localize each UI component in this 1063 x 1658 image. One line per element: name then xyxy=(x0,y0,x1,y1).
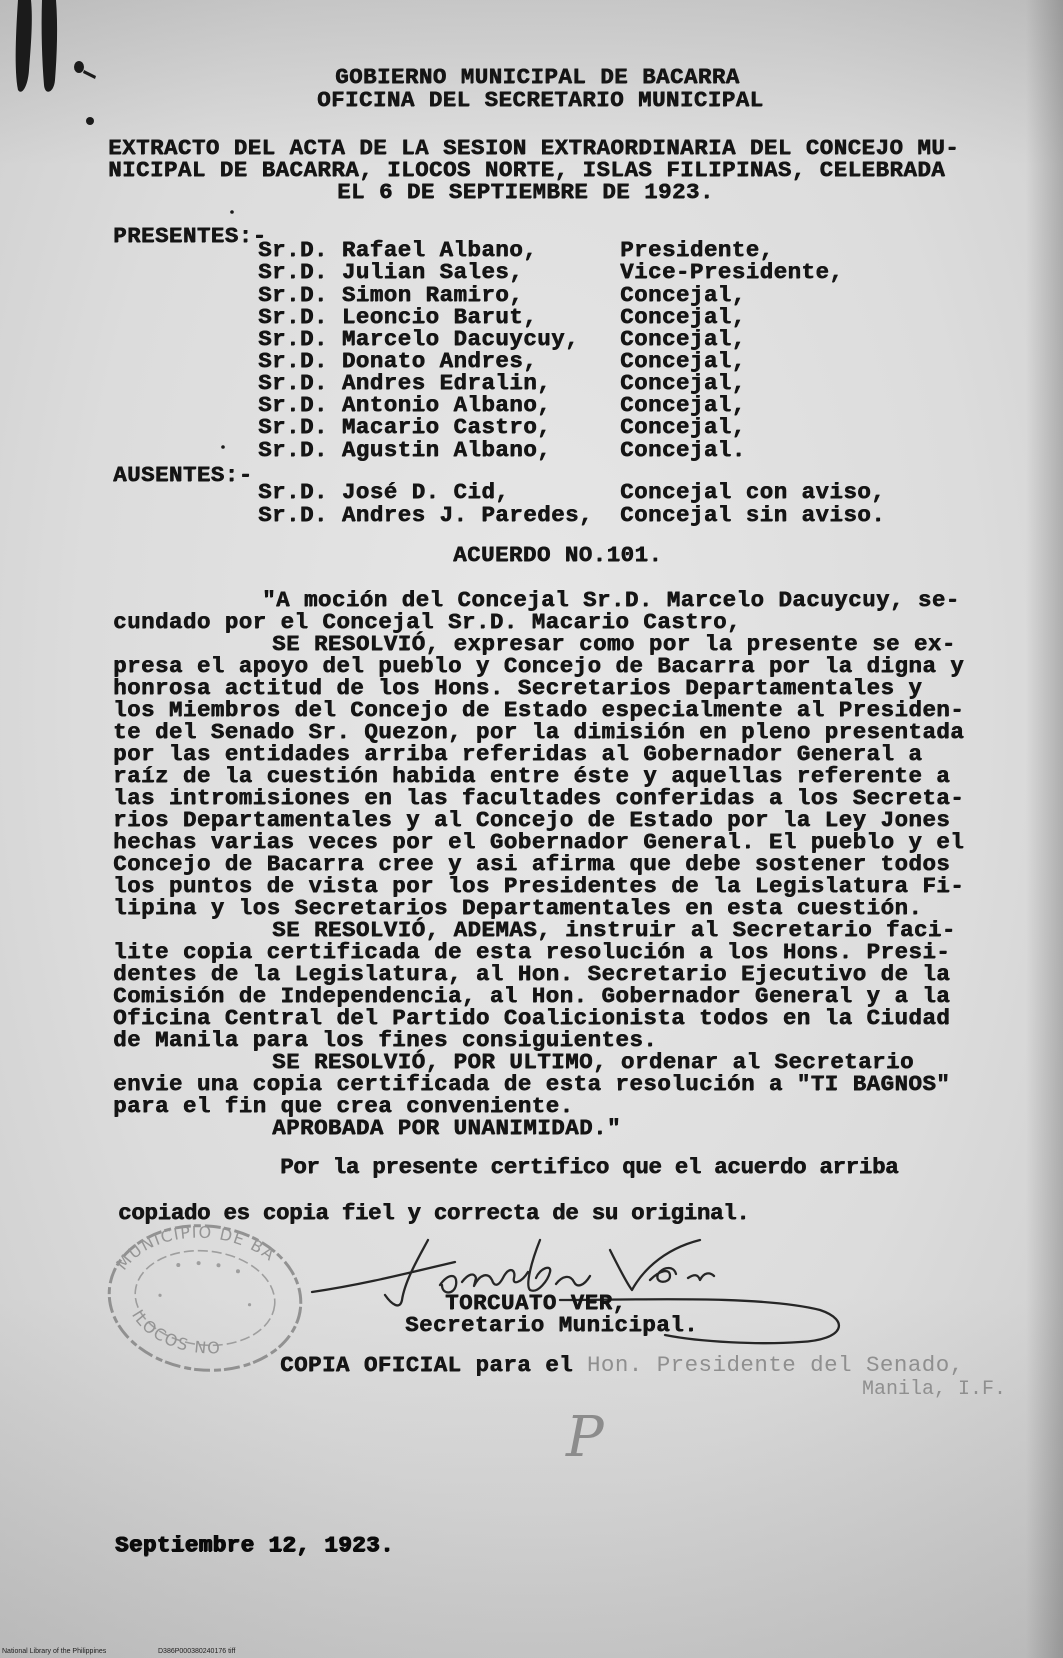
member-name: Sr.D. Donato Andres, xyxy=(258,348,538,374)
municipal-stamp xyxy=(102,1213,308,1379)
header-office: OFICINA DEL SECRETARIO MUNICIPAL xyxy=(317,87,764,113)
header-government: GOBIERNO MUNICIPAL DE BACARRA xyxy=(335,64,740,90)
resolution-line: APROBADA POR UNANIMIDAD." xyxy=(272,1115,621,1141)
resolution-line: cundado por el Concejal Sr.D. Macario Castro, xyxy=(113,609,741,635)
resolution-line: hechas varias veces por el Gobernador General. El pueblo y el xyxy=(113,829,965,855)
member-name: Sr.D. Agustin Albano, xyxy=(258,437,551,463)
official-copy-line xyxy=(280,1354,964,1376)
present-label: PRESENTES:- xyxy=(113,223,267,249)
scan-artifact-blob xyxy=(42,0,57,92)
member-role: Concejal, xyxy=(620,282,746,308)
scan-artifact-mark xyxy=(83,70,96,79)
resolution-line: las intromisiones en las facultades conferidas a los Secreta- xyxy=(113,785,965,811)
resolution-line: Oficina Central del Partido Coalicionista todos en la Ciudad xyxy=(113,1005,951,1031)
document-date: Septiembre 12, 1923. xyxy=(115,1532,395,1558)
member-role: Presidente, xyxy=(620,237,774,263)
footer-library: National Library of the Philippines xyxy=(2,1648,107,1655)
resolution-line: los Miembros del Concejo de Estado especialmente al Presiden- xyxy=(113,697,965,723)
resolution-line: dentes de la Legislatura, al Hon. Secretario Ejecutivo de la xyxy=(113,961,951,987)
resolution-line: te del Senado Sr. Quezon, por la dimisión en pleno presentada xyxy=(113,719,965,745)
resolution-line: "A moción del Concejal Sr.D. Marcelo Dacuycuy, se- xyxy=(262,587,960,613)
member-role: Concejal con aviso, xyxy=(620,479,886,505)
resolution-line: honrosa actitud de los Hons. Secretarios Departamentales y xyxy=(113,675,923,701)
certification-line: copiado es copia fiel y correcta de su original. xyxy=(118,1200,750,1226)
member-role: Concejal. xyxy=(620,437,746,463)
handwritten-mark: P xyxy=(566,1405,604,1470)
resolution-line: raíz de la cuestión habida entre éste y aquellas referente a xyxy=(113,763,951,789)
scan-artifact-dot xyxy=(86,117,94,125)
member-role: Concejal, xyxy=(620,304,746,330)
member-name: Sr.D. José D. Cid, xyxy=(258,479,510,505)
resolution-line: los puntos de vista por los Presidentes de la Legislatura Fi- xyxy=(113,873,965,899)
member-name: Sr.D. Andres Edralin, xyxy=(258,370,551,396)
member-name: Sr.D. Rafael Albano, xyxy=(258,237,538,263)
member-name: Sr.D. Andres J. Paredes, xyxy=(258,502,593,528)
signatory-name: TORCUATO VER, xyxy=(445,1290,627,1316)
resolution-line: lite copia certificada de esta resolución a los Hons. Presi- xyxy=(113,939,951,965)
resolution-line: lipina y los Secretarios Departamentales en esta cuestión. xyxy=(113,895,923,921)
member-role: Vice-Presidente, xyxy=(620,259,844,285)
resolution-line: de Manila para los fines consiguientes. xyxy=(113,1027,658,1053)
stamp-bottom-text xyxy=(125,1305,226,1359)
stamp-bottom-textpath: ILOCOS NO xyxy=(128,1306,222,1358)
footer-file-id: D386P000380240176 tiff xyxy=(158,1648,236,1655)
stamp-top-textpath: MUNICIPIO DE BA xyxy=(112,1222,280,1274)
official-copy-recipient: Hon. Presidente del Senado, xyxy=(586,1352,964,1378)
member-name: Sr.D. Macario Castro, xyxy=(258,414,551,440)
member-name: Sr.D. Antonio Albano, xyxy=(258,392,551,418)
resolution-title: ACUERDO NO.101. xyxy=(453,542,663,568)
member-role: Concejal, xyxy=(620,370,746,396)
member-role: Concejal, xyxy=(620,348,746,374)
resolution-line: SE RESOLVIÓ, POR ULTIMO, ordenar al Secretario xyxy=(272,1049,914,1075)
official-copy-prefix: COPIA OFICIAL para el xyxy=(280,1352,573,1378)
signature-stroke xyxy=(312,1240,455,1305)
title-line: EXTRACTO DEL ACTA DE LA SESION EXTRAORDINARIA DEL CONCEJO MU- xyxy=(108,135,960,161)
resolution-line: para el fin que crea conveniente. xyxy=(113,1093,574,1119)
title-line: EL 6 DE SEPTIEMBRE DE 1923. xyxy=(337,179,714,205)
resolution-line: Comisión de Independencia, al Hon. Gobernador General y a la xyxy=(113,983,951,1009)
member-role: Concejal, xyxy=(620,392,746,418)
absent-label: AUSENTES:- xyxy=(113,462,253,488)
member-name: Sr.D. Simon Ramiro, xyxy=(258,282,524,308)
signature-stroke xyxy=(610,1240,714,1290)
official-copy-location: Manila, I.F. xyxy=(862,1378,1007,1401)
resolution-line: presa el apoyo del pueblo y Concejo de Bacarra por la digna y xyxy=(113,653,965,679)
member-role: Concejal, xyxy=(620,326,746,352)
resolution-line: por las entidades arriba referidas al Gobernador General a xyxy=(113,741,923,767)
member-name: Sr.D. Leoncio Barut, xyxy=(258,304,538,330)
member-role: Concejal, xyxy=(620,414,746,440)
certification-line: Por la presente certifico que el acuerdo arriba xyxy=(280,1154,899,1180)
member-name: Sr.D. Marcelo Dacuycuy, xyxy=(258,326,579,352)
resolution-line: SE RESOLVIÓ, ADEMAS, instruir al Secretario faci- xyxy=(272,917,956,943)
scan-artifact-dot xyxy=(74,61,84,73)
signature-stroke xyxy=(440,1240,590,1293)
resolution-line: envie una copia certificada de esta resolución a "TI BAGNOS" xyxy=(113,1071,951,1097)
member-role: Concejal sin aviso. xyxy=(620,502,886,528)
resolution-line: Concejo de Bacarra cree y asi afirma que debe sostener todos xyxy=(113,851,951,877)
scan-artifact-dot xyxy=(230,210,234,214)
title-line: NICIPAL DE BACARRA, ILOCOS NORTE, ISLAS FILIPINAS, CELEBRADA xyxy=(108,157,946,183)
resolution-line: rios Departamentales y al Concejo de Estado por la Ley Jones xyxy=(113,807,951,833)
scan-artifact-dot xyxy=(221,445,225,449)
stamp-star-dots xyxy=(158,1257,255,1306)
member-name: Sr.D. Julian Sales, xyxy=(258,259,524,285)
resolution-line: SE RESOLVIÓ, expresar como por la presente se ex- xyxy=(272,631,956,657)
signatory-title: Secretario Municipal. xyxy=(405,1312,698,1338)
scan-artifact-blob xyxy=(16,0,32,92)
